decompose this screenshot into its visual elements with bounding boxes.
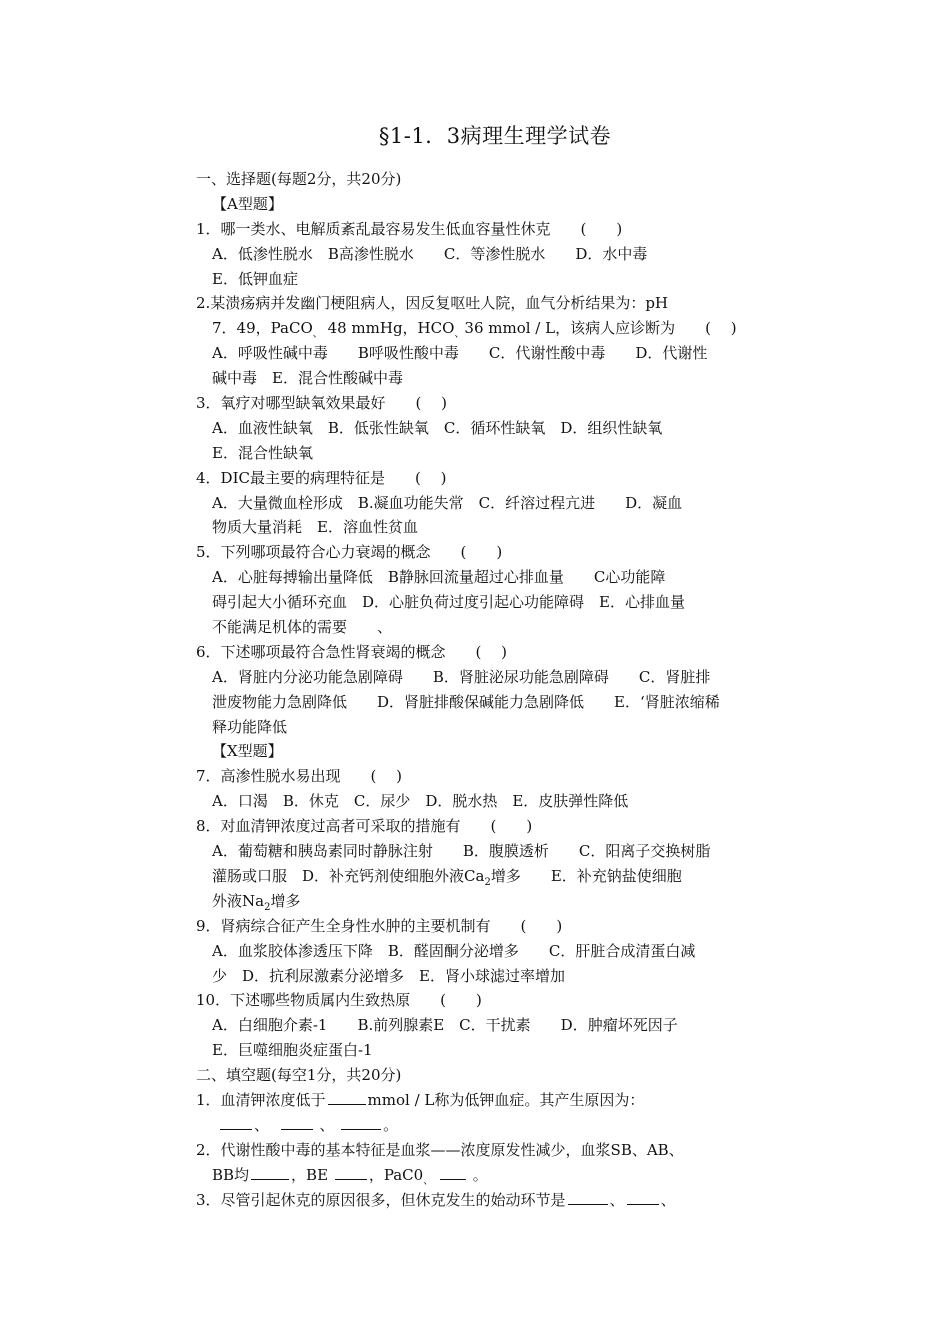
text: mmol / L称为低钾血症。其产生原因为： <box>367 1090 645 1109</box>
exam-content <box>196 167 796 1212</box>
question: 2.某溃疡病并发幽门梗阻病人，因反复呕吐人院，血气分析结果为：pH <box>196 294 668 313</box>
fill-question <box>196 1088 796 1113</box>
blank[interactable] <box>220 1114 252 1130</box>
answer-options: 碍引起大小循环充血 D．心脏负荷过度引起心功能障碍 E．心排血量 <box>212 593 685 612</box>
answer-options: E．低钾血症 <box>212 269 298 288</box>
text: 。 <box>383 1115 399 1134</box>
question: 4．DIC最主要的病理特征是 ( ) <box>196 468 447 487</box>
text: 、 <box>660 1190 676 1209</box>
text: 增多 E．补充钠盐使细胞 <box>490 866 682 885</box>
text: 灌肠或口服 D．补充钙剂使细胞外液Ca <box>212 866 485 885</box>
subsection-heading: 【X型题】 <box>212 742 283 761</box>
answer-options: 碱中毒 E．混合性酸碱中毒 <box>212 369 403 388</box>
answer-options: 物质大量消耗 E．溶血性贫血 <box>212 518 418 537</box>
answer-options: E．巨噬细胞炎症蛋白-1 <box>212 1041 373 1060</box>
blank[interactable] <box>568 1189 608 1205</box>
text: 增多 <box>270 891 301 910</box>
question: 9．肾病综合征产生全身性水肿的主要机制有 ( ) <box>196 916 563 935</box>
question: 6．下述哪项最符合急性肾衰竭的概念 ( ) <box>196 642 508 661</box>
answer-options: A．葡萄糖和胰岛素同时静脉注射 B．腹膜透析 C．阳离子交换树脂 <box>212 842 711 861</box>
answer-options <box>196 864 796 889</box>
answer-options: A．白细胞介素-1 B.前列腺素E C．干扰素 D．肿瘤坏死因子 <box>212 1016 678 1035</box>
answer-options: A．呼吸性碱中毒 B呼吸性酸中毒 C．代谢性酸中毒 D．代谢性 <box>212 344 708 363</box>
text: 、 <box>319 1115 335 1134</box>
answer-options: A．心脏每搏输出量降低 B静脉回流量超过心排血量 C心功能障 <box>212 568 666 587</box>
text: BB均 <box>212 1165 250 1184</box>
fill-question <box>196 1188 796 1213</box>
text: 、 <box>609 1190 625 1209</box>
blank[interactable] <box>335 1164 367 1180</box>
text: 1．血清钾浓度低于 <box>196 1090 326 1109</box>
answer-options: A．大量微血栓形成 B.凝血功能失常 C．纤溶过程亢进 D．凝血 <box>212 493 683 512</box>
page-title: §1-1．3病理生理学试卷 <box>378 124 612 148</box>
answer-options: 少 D．抗利尿激素分泌增多 E．肾小球滤过率增加 <box>212 966 565 985</box>
section-heading: 一、选择题(每题2分，共20分) <box>196 170 402 188</box>
text: 36 mmol / L，该病人应诊断为 ( ) <box>464 319 737 338</box>
answer-options: A．肾脏内分泌功能急剧障碍 B．肾脏泌尿功能急剧障碍 C．肾脏排 <box>212 667 711 686</box>
text: ，PaC0 <box>368 1165 424 1184</box>
subscript: 、 <box>423 1175 434 1187</box>
question: 8．对血清钾浓度过高者可采取的措施有 ( ) <box>196 817 533 836</box>
answer-options <box>196 889 796 914</box>
question: 10．下述哪些物质属内生致热原 ( ) <box>196 991 482 1010</box>
answer-options: 泄废物能力急剧降低 D．肾脏排酸保碱能力急剧降低 E．‘肾脏浓缩稀 <box>212 692 720 711</box>
blank[interactable] <box>328 1089 366 1105</box>
question: 1．哪一类水、电解质紊乱最容易发生低血容量性休克 ( ) <box>196 219 623 238</box>
blank[interactable] <box>281 1114 313 1130</box>
blank[interactable] <box>341 1114 381 1130</box>
fill-question: 2．代谢性酸中毒的基本特征是血浆——浓度原发性减少，血浆SB、AB、 <box>196 1140 684 1159</box>
fill-question-continuation <box>196 1163 796 1188</box>
superscript: 2 <box>264 901 271 913</box>
superscript: 2 <box>484 876 491 888</box>
fill-blanks <box>196 1113 796 1138</box>
answer-options: E．混合性缺氧 <box>212 443 313 462</box>
text: 。 <box>472 1165 488 1184</box>
answer-options: A．血液性缺氧 B．低张性缺氧 C．循环性缺氧 D．组织性缺氧 <box>212 418 663 437</box>
question-continuation <box>196 316 796 341</box>
section-heading: 二、填空题(每空1分，共20分) <box>196 1066 402 1085</box>
answer-options: 不能满足机体的需要 、 <box>212 618 393 637</box>
blank[interactable] <box>627 1189 659 1205</box>
answer-options: A．低渗性脱水 B高渗性脱水 C．等渗性脱水 D．水中毒 <box>212 244 648 263</box>
answer-options: A．口渴 B．休克 C．尿少 D．脱水热 E．皮肤弹性降低 <box>212 792 629 811</box>
text: ，BE <box>291 1165 329 1184</box>
text: 3．尽管引起休克的原因很多，但休克发生的始动环节是 <box>196 1190 566 1209</box>
text: 、 <box>254 1115 270 1134</box>
text: 48 mmHg，HCO <box>327 319 455 338</box>
answer-options: A．血浆胶体渗透压下降 B．醛固酮分泌增多 C．肝脏合成清蛋白减 <box>212 941 696 960</box>
subscript: 、 <box>312 329 323 341</box>
blank[interactable] <box>440 1164 466 1180</box>
question: 3．氧疗对哪型缺氧效果最好 ( ) <box>196 394 448 413</box>
answer-options: 释功能降低 <box>212 717 288 736</box>
text: 7．49，PaCO <box>212 319 313 338</box>
subsection-heading: 【A型题】 <box>212 194 283 213</box>
question: 7．高渗性脱水易出现 ( ) <box>196 767 403 786</box>
blank[interactable] <box>251 1164 289 1180</box>
question: 5．下列哪项最符合心力衰竭的概念 ( ) <box>196 543 503 562</box>
text: 外液Na <box>212 891 265 910</box>
subscript: 、 <box>454 329 465 341</box>
